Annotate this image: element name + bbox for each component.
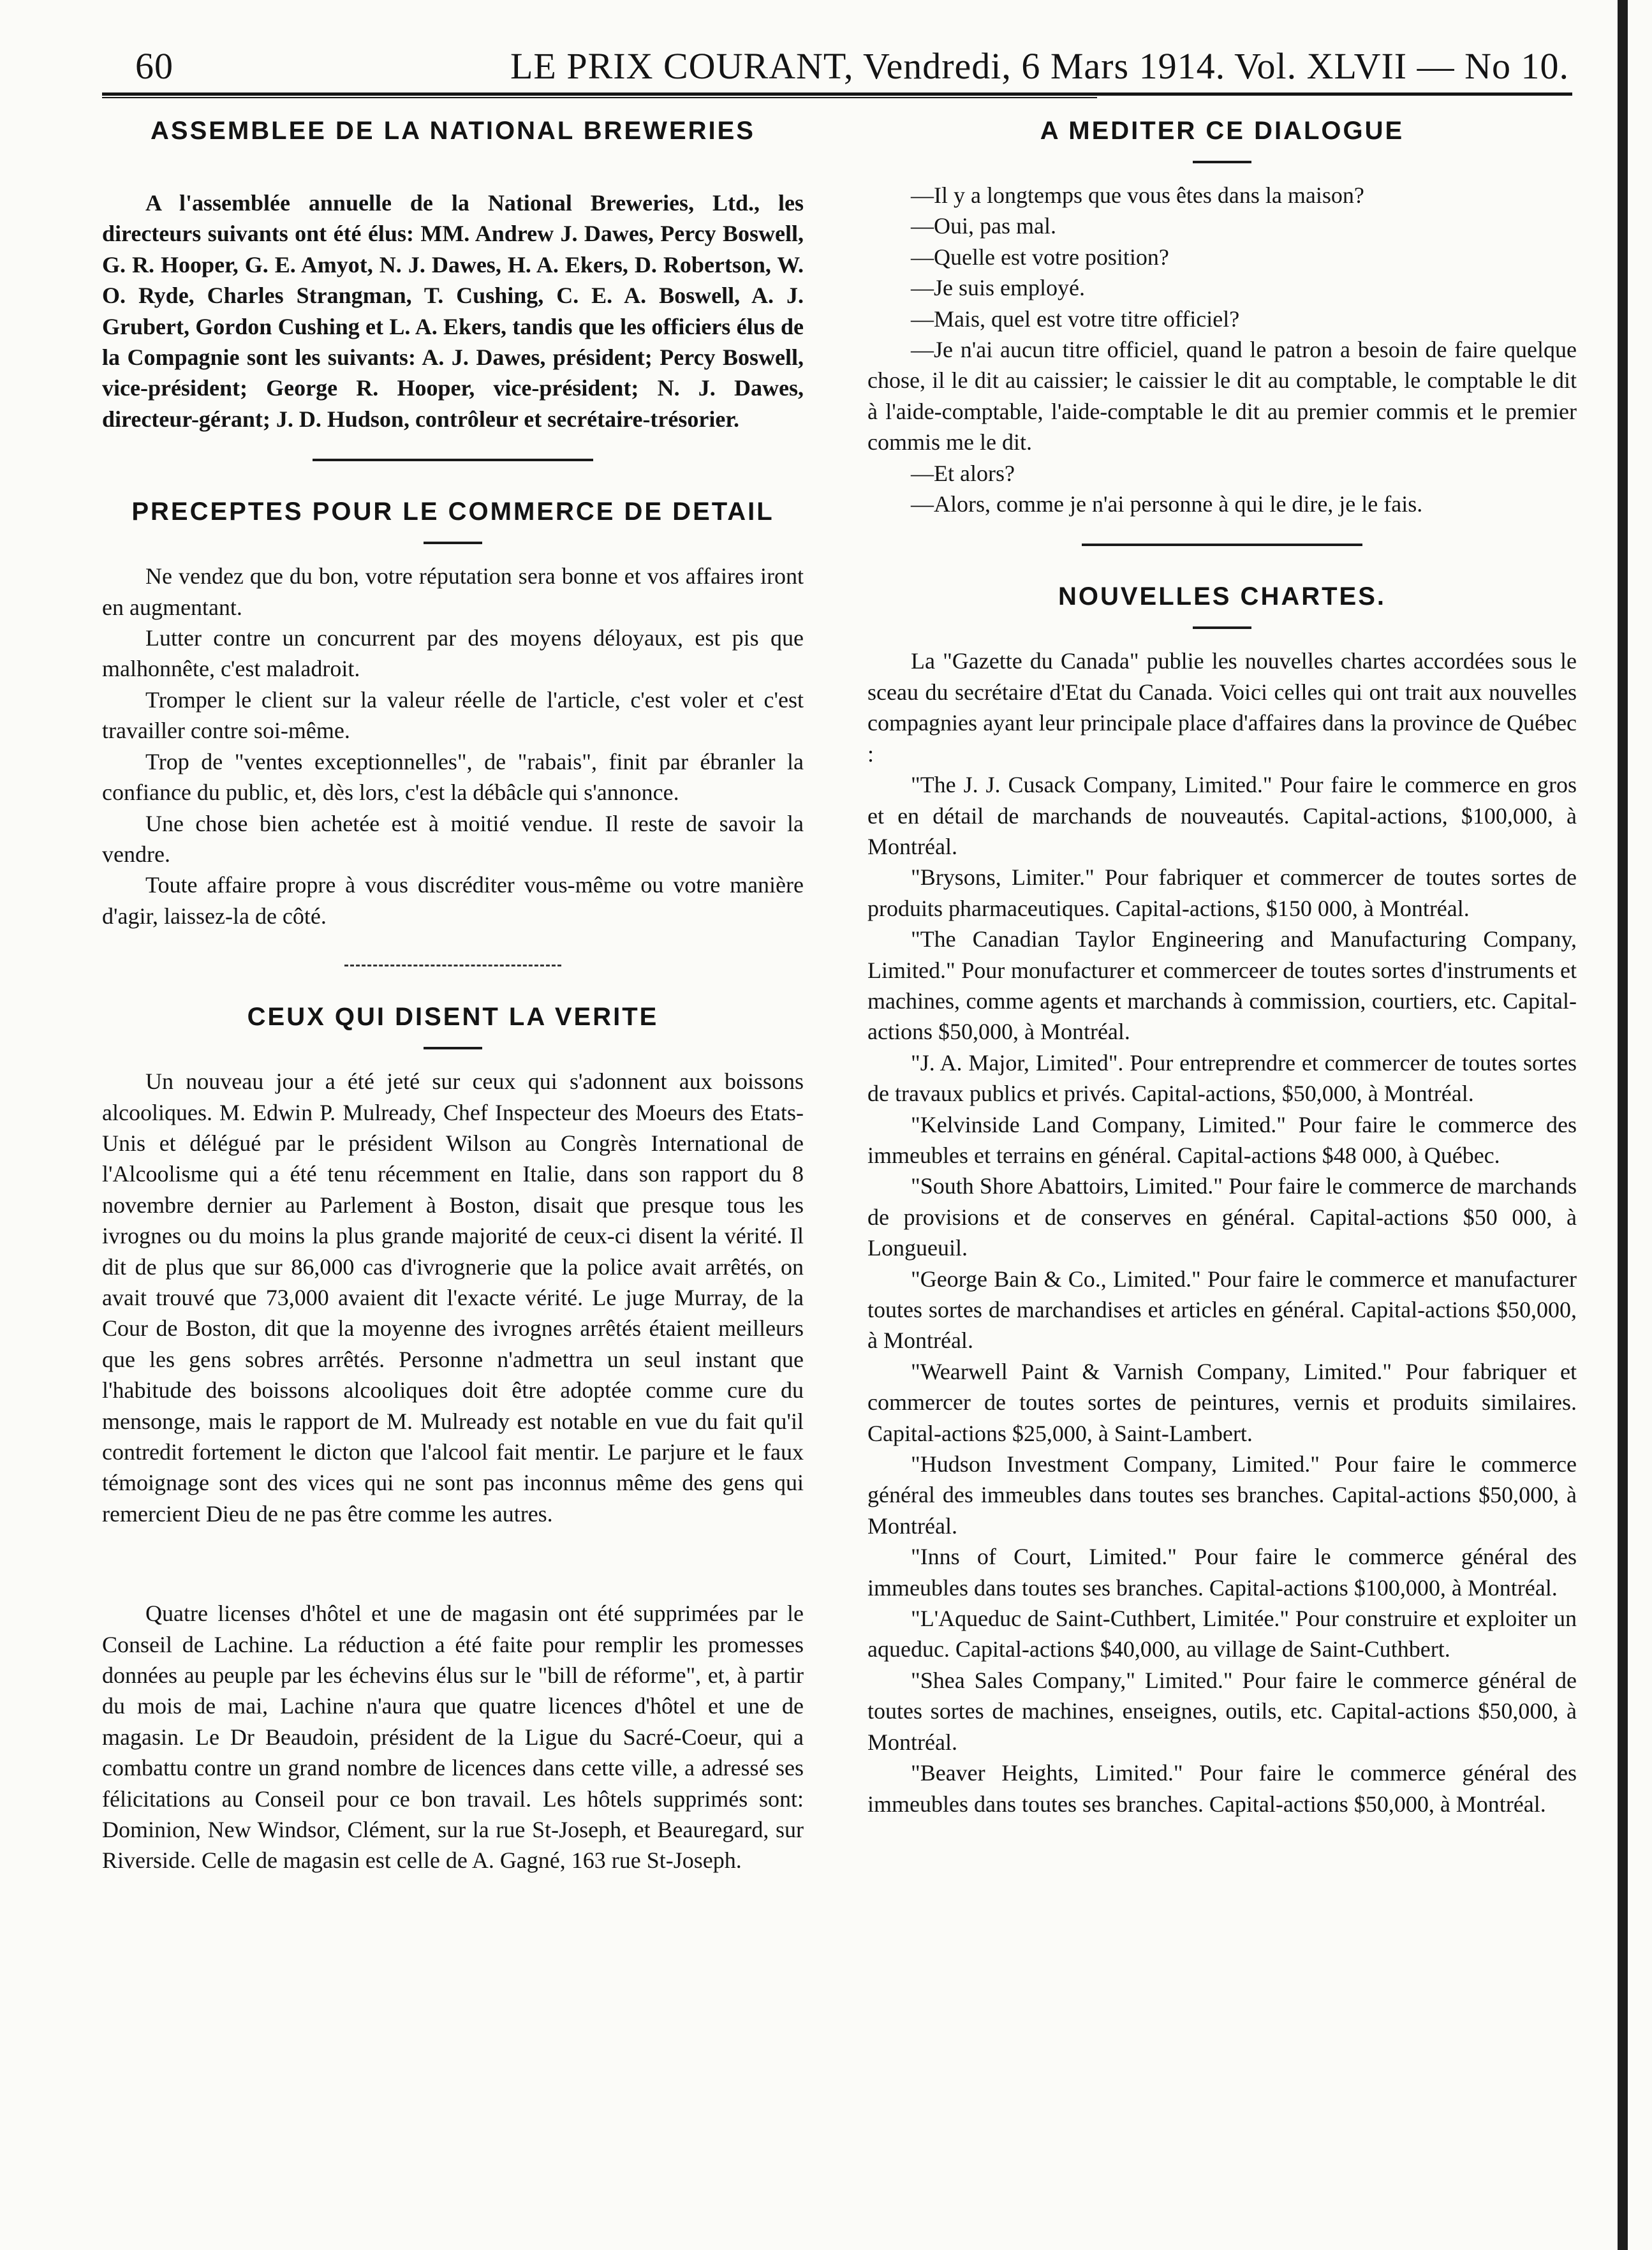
article-paragraph: Quatre licenses d'hôtel et une de magasin ont été supprimées par le Conseil de Lachine. La réduction a été faite pour remplir les promesses données au peuple par les échevins élus sur le "bill de réforme", et, à partir du mois de mai, Lachine n'aura que quatre licences d'hôtel et une de magasin. Le Dr Beaudoin, président de la Ligue du Sacré-Coeur, qui a combattu contre un grand nombre de licences dans cette ville, a adressé ses félicitations au Conseil pour ce bon travail. Les hôtels supprimés sont: Dominion, New Windsor, Clément, sur la rue St-Joseph, et Beauregard, sur Riverside. Celle de magasin est celle de A. Gagné, 163 rue St-Joseph. <box>102 1601 804 1874</box>
dialogue-line: —Je suis employé. <box>911 275 1085 301</box>
article-paragraph: Tromper le client sur la valeur réelle de l'article, c'est voler et c'est travailler contre soi-même. <box>102 686 804 744</box>
dialogue-line: —Quelle est votre position? <box>911 244 1169 270</box>
title-dash <box>424 542 482 544</box>
charter-entry: "The J. J. Cusack Company, Limited." Pour faire le commerce en gros et en détail de marchands de nouveautés. Capital-actions, $100,000, à Montréal. <box>867 772 1577 859</box>
article-title: NOUVELLES CHARTES. <box>1058 582 1387 611</box>
article-paragraph: Trop de "ventes exceptionnelles", de "rabais", finit par ébranler la confiance du public, et, dès lors, c'est la débâcle qui s'annonce. <box>102 748 804 806</box>
article-paragraph: Ne vendez que du bon, votre réputation sera bonne et vos affaires iront en augmentant. <box>102 563 804 620</box>
left-column <box>102 114 804 1876</box>
charter-entry: "J. A. Major, Limited". Pour entreprendre et commercer de toutes sortes de travaux publics et privés. Capital-actions, $50,000, à Montréal. <box>867 1049 1577 1107</box>
article-national-breweries <box>102 114 804 434</box>
charter-entry: "South Shore Abattoirs, Limited." Pour faire le commerce de marchands de provisions et de conserves en général. Capital-actions $50 000, à Longueuil. <box>867 1173 1577 1261</box>
page-edge <box>1618 0 1628 2250</box>
charter-entry: "The Canadian Taylor Engineering and Manufacturing Company, Limited." Pour monufacturer et commerceer de toutes sortes d'instruments et machines, comme agents et marchands à commission, courtiers, etc. Capital-actions $50,000, à Montréal. <box>867 926 1577 1045</box>
header-rule-secondary <box>102 97 1097 98</box>
article-dialogue <box>867 114 1577 519</box>
charter-intro: La "Gazette du Canada" publie les nouvelles chartes accordées sous le sceau du secrétaire d'Etat du Canada. Voici celles qui ont trait aux nouvelles compagnies ayant leur principale place d'affaires dans la province de Québec : <box>867 648 1577 767</box>
section-divider <box>344 965 561 968</box>
charter-entry: "Wearwell Paint & Varnish Company, Limited." Pour fabriquer et commercer de toutes sortes de peintures, vernis et produits similaires. Capital-actions $25,000, à Saint-Lambert. <box>867 1358 1577 1446</box>
article-paragraph: Lutter contre un concurrent par des moyens déloyaux, est pis que malhonnête, c'est maladroit. <box>102 625 804 682</box>
charter-entry: "George Bain & Co., Limited." Pour faire le commerce et manufacturer toutes sortes de marchandises et articles en général. Capital-actions $50,000, à Montréal. <box>867 1266 1577 1354</box>
article-title: A MEDITER CE DIALOGUE <box>1040 117 1405 145</box>
dialogue-line: —Oui, pas mal. <box>911 213 1056 239</box>
article-chartes <box>867 579 1577 1819</box>
article-title: CEUX QUI DISENT LA VERITE <box>247 1003 659 1032</box>
article-lachine <box>102 1598 804 1876</box>
right-column <box>867 114 1577 1819</box>
charter-entry: "Shea Sales Company," Limited." Pour faire le commerce général de toutes sortes de machines, enseignes, outils, etc. Capital-actions $50,000, à Montréal. <box>867 1667 1577 1755</box>
charter-entry: "Hudson Investment Company, Limited." Pour faire le commerce général des immeubles dans toutes ses branches. Capital-actions $50,000, à Montréal. <box>867 1451 1577 1539</box>
volume-number: Vol. XLVII — No 10. <box>1234 45 1569 87</box>
section-divider <box>1082 544 1362 546</box>
dialogue-line: —Je n'ai aucun titre officiel, quand le patron a besoin de faire quelque chose, il le dit au caissier; le caissier le dit au comptable, le comptable le dit à l'aide-comptable, l'aide-comptable le dit au premier commis et le premier commis me le dit. <box>867 337 1577 455</box>
article-verite <box>102 1000 804 1529</box>
charter-entry: "Brysons, Limiter." Pour fabriquer et commercer de toutes sortes de produits pharmaceutiques. Capital-actions, $150 000, à Montréal. <box>867 864 1577 921</box>
page-number: 60 <box>135 45 173 87</box>
charter-entry: "L'Aqueduc de Saint-Cuthbert, Limitée." Pour construire et exploiter un aqueduc. Capital-actions $40,000, au village de Saint-Cuthbert. <box>867 1606 1577 1662</box>
dialogue-line: —Alors, comme je n'ai personne à qui le dire, je le fais. <box>911 491 1423 517</box>
title-dash <box>1193 626 1251 629</box>
charter-entry: "Inns of Court, Limited." Pour faire le commerce général des immeubles dans toutes ses branches. Capital-actions $100,000, à Montréal. <box>867 1544 1577 1601</box>
article-paragraph: Une chose bien achetée est à moitié vendue. Il reste de savoir la vendre. <box>102 810 804 867</box>
section-divider <box>313 459 593 461</box>
article-title: PRECEPTES POUR LE COMMERCE DE DETAIL <box>131 498 774 526</box>
dialogue-line: —Mais, quel est votre titre officiel? <box>911 306 1240 332</box>
header-rule <box>102 93 1572 96</box>
charter-entry: "Beaver Heights, Limited." Pour faire le commerce général des immeubles dans toutes ses branches. Capital-actions $50,000, à Montréal. <box>867 1760 1577 1817</box>
page-header <box>102 37 1569 94</box>
article-preceptes <box>102 494 804 931</box>
article-paragraph: Un nouveau jour a été jeté sur ceux qui s'adonnent aux boissons alcooliques. M. Edwin P. Mulready, Chef Inspecteur des Moeurs des Etats-Unis et délégué par le président Wilson au Congrès International de l'Alcoolisme qui a été tenu récemment en Italie, dans son rapport du 8 novembre dernier au Parlement à Boston, disait que presque tous les ivrognes ou du moins la plus grande majorité de ceux-ci disent la vérité. Il dit de plus que sur 86,000 cas d'ivrognerie que la police avait arrêtés, on avait trouvé que 73,000 avaient dit l'exacte vérité. Le juge Murray, de la Cour de Boston, dit que la moyenne des ivrognes arrêtés étaient meilleurs que les gens sobres arrêtés. Personne n'admettra un seul instant que l'habitude des boissons alcooliques doit être adoptée comme cure du mensonge, mais le rapport de M. Mulready est notable en vue du fait qu'il contredit fortement le dicton que l'alcool fait mentir. Le parjure et le faux témoignage sont des vices qui ne sont pas inconnus même des gens qui remercient Dieu de ne pas être comme les autres. <box>102 1069 804 1527</box>
article-paragraph: Toute affaire propre à vous discréditer vous-même ou votre manière d'agir, laissez-la de côté. <box>102 872 804 929</box>
charter-entry: "Kelvinside Land Company, Limited." Pour faire le commerce des immeubles et terrains en général. Capital-actions $48 000, à Québec. <box>867 1111 1577 1168</box>
article-title: ASSEMBLEE DE LA NATIONAL BREWERIES <box>151 117 755 145</box>
dialogue-line: —Il y a longtemps que vous êtes dans la maison? <box>911 182 1364 208</box>
article-paragraph: A l'assemblée annuelle de la National Breweries, Ltd., les directeurs suivants ont été élus: MM. Andrew J. Dawes, Percy Boswell, G. R. Hooper, G. E. Amyot, N. J. Dawes, H. A. Ekers, D. Robertson, W. O. Ryde, Charles Strangman, T. Cushing, C. E. A. Boswell, A. J. Grubert, Gordon Cushing et L. A. Ekers, tandis que les officiers élus de la Compagnie sont les suivants: A. J. Dawes, président; Percy Boswell, vice-président; George R. Hooper, vice-président; N. J. Dawes, directeur-gérant; J. D. Hudson, contrôleur et secrétaire-trésorier. <box>102 190 804 432</box>
publication-line: LE PRIX COURANT, Vendredi, 6 Mars 1914. <box>510 45 1226 87</box>
dialogue-line: —Et alors? <box>911 460 1015 486</box>
title-dash <box>1193 161 1251 163</box>
title-dash <box>424 1047 482 1049</box>
